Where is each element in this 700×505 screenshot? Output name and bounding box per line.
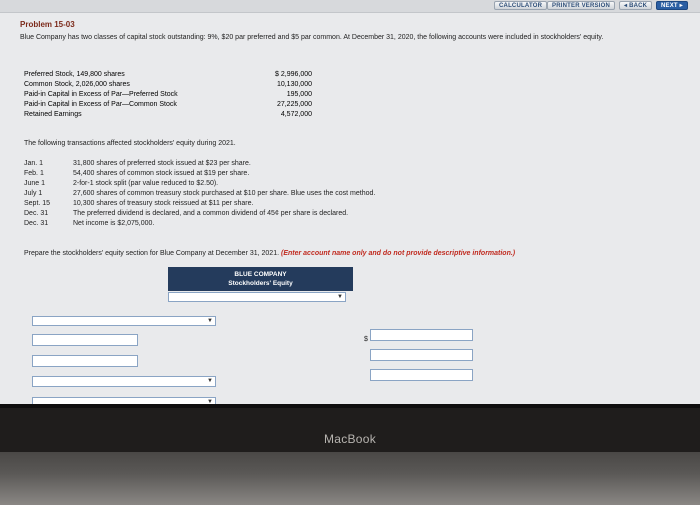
transaction-row (24, 180, 624, 190)
transaction-description: 10,300 shares of treasury stock reissued at $11 per share. (73, 200, 254, 207)
laptop-keyboard-area (0, 452, 700, 505)
account-value: $ 2,996,000 (275, 71, 312, 78)
account-value: 195,000 (286, 91, 312, 98)
entry-note: (Enter account name only and do not provide descriptive information.) (281, 250, 516, 257)
amount-input[interactable] (370, 369, 473, 381)
account-row (24, 91, 312, 101)
chevron-down-icon: ▼ (337, 294, 343, 300)
account-row (24, 111, 312, 121)
transaction-date: June 1 (24, 180, 46, 187)
account-name: Paid-in Capital in Excess of Par—Preferred Stock (24, 91, 178, 98)
account-select[interactable] (32, 316, 216, 326)
account-select[interactable] (32, 397, 216, 404)
prepare-instruction (24, 250, 515, 257)
account-row (24, 81, 312, 91)
transaction-description: 27,600 shares of common treasury stock purchased at $10 per share. Blue uses the cost method. (73, 190, 376, 197)
account-value: 27,225,000 (276, 101, 312, 108)
account-input[interactable] (32, 355, 138, 367)
transaction-row (24, 220, 624, 230)
problem-title: Problem 15-03 (20, 20, 75, 29)
chevron-down-icon: ▼ (207, 399, 213, 404)
transaction-date: Dec. 31 (24, 220, 49, 227)
transactions-list (24, 160, 624, 230)
transaction-date: Jan. 1 (24, 160, 44, 167)
transaction-row (24, 190, 624, 200)
amount-input[interactable] (370, 329, 473, 341)
transaction-row (24, 210, 624, 220)
printer-version-button[interactable]: PRINTER VERSION (547, 1, 615, 10)
company-name: BLUE COMPANY (234, 271, 287, 278)
problem-content (20, 20, 690, 43)
screen-bezel-edge (0, 404, 700, 408)
transaction-date: Sept. 15 (24, 200, 51, 207)
account-name: Common Stock, 2,026,000 shares (24, 81, 130, 88)
statement-header (168, 267, 353, 291)
transaction-date: July 1 (24, 190, 43, 197)
transaction-row (24, 160, 624, 170)
transaction-description: 31,800 shares of preferred stock issued at $23 per share. (73, 160, 251, 167)
laptop-brand-label: MacBook (323, 432, 377, 446)
transaction-description: Net income is $2,075,000. (73, 220, 155, 227)
transaction-date: Dec. 31 (24, 210, 49, 217)
amount-input[interactable] (370, 349, 473, 361)
transaction-description: 54,400 shares of common stock issued at $19 per share. (73, 170, 250, 177)
prepare-text: Prepare the stockholders' equity section for Blue Company at December 31, 2021. (24, 250, 280, 257)
toolbar (0, 0, 700, 13)
account-select[interactable] (32, 376, 216, 387)
account-input[interactable] (32, 334, 138, 346)
account-value: 4,572,000 (280, 111, 312, 118)
transaction-row (24, 170, 624, 180)
back-button[interactable]: ◂ BACK (619, 1, 652, 10)
transaction-description: The preferred dividend is declared, and a common dividend of 45¢ per share is declared. (73, 210, 349, 217)
statement-title: Stockholders' Equity (228, 280, 293, 287)
chevron-down-icon: ▼ (207, 378, 213, 384)
next-button[interactable]: NEXT ▸ (656, 1, 688, 10)
account-name: Preferred Stock, 149,800 shares (24, 71, 125, 78)
transaction-row (24, 200, 624, 210)
accounts-list (24, 71, 312, 121)
account-name: Paid-in Capital in Excess of Par—Common Stock (24, 101, 177, 108)
chevron-down-icon: ▼ (207, 318, 213, 324)
problem-intro: Blue Company has two classes of capital stock outstanding: 9%, $20 par preferred and $5 par common. At December 31, 2020, the following accounts were included in stockholders' equity. (20, 34, 604, 42)
statement-date-select[interactable] (168, 292, 346, 302)
calculator-button[interactable]: CALCULATOR (494, 1, 547, 10)
transaction-description: 2-for-1 stock split (par value reduced to $2.50). (73, 180, 219, 187)
currency-symbol: $ (364, 336, 368, 343)
transaction-date: Feb. 1 (24, 170, 44, 177)
transactions-intro: The following transactions affected stockholders' equity during 2021. (24, 140, 236, 147)
account-name: Retained Earnings (24, 111, 82, 118)
account-value: 10,130,000 (276, 81, 312, 88)
account-row (24, 71, 312, 81)
account-row (24, 101, 312, 111)
